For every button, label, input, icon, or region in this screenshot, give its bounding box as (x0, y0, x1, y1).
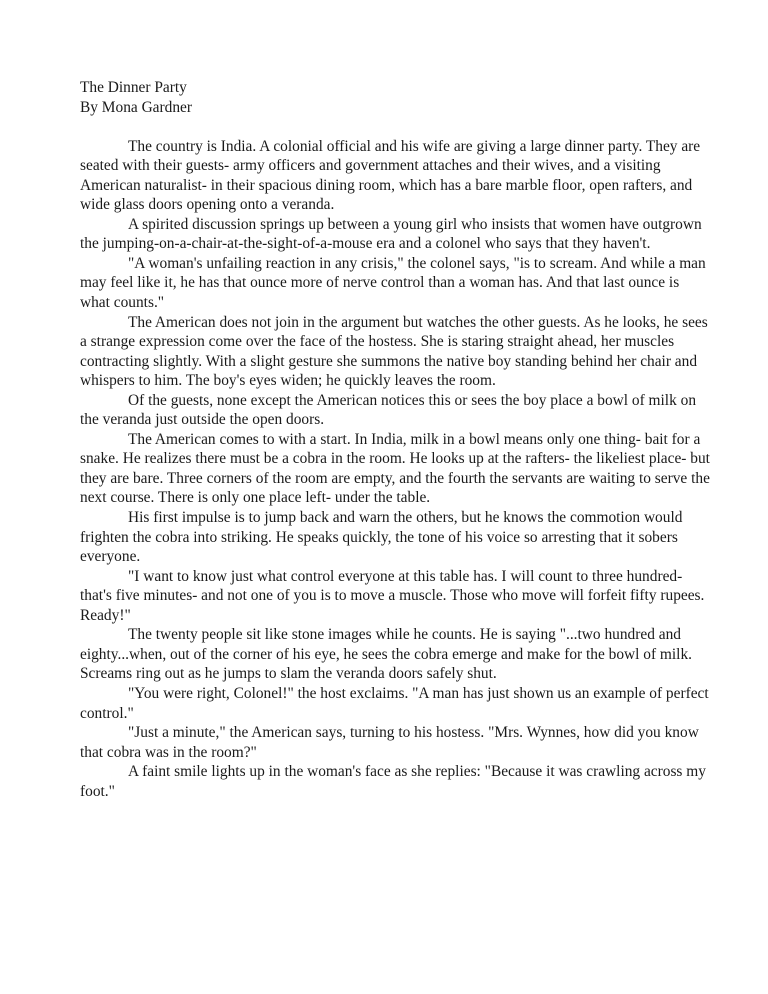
document-author: By Mona Gardner (80, 98, 192, 116)
paragraph: A faint smile lights up in the woman's face as she replies: "Because it was crawling across my foot." (80, 763, 706, 800)
document-title: The Dinner Party (80, 79, 187, 96)
paragraph: The American comes to with a start. In India, milk in a bowl means only one thing- bait for a snake. He realizes there must be a cobra in the room. He looks up at the rafters- the likeliest place- but they are bare. Three corners of the room are empty, and the fourth the servants are waiting to serve the next course. There is only one place left- under the table. (80, 430, 710, 507)
paragraph: A spirited discussion springs up between a young girl who insists that women have outgrown the jumping-on-a-chair-at-the-sight-of-a-mouse era and a colonel who says that they haven't. (80, 215, 702, 253)
paragraph: "A woman's unfailing reaction in any crisis," the colonel says, "is to scream. And while a man may feel like it, he has that ounce more of nerve control than a woman has. And that last ounce is what counts." (80, 254, 706, 312)
paragraph: The American does not join in the argument but watches the other guests. As he looks, he sees a strange expression come over the face of the hostess. She is staring straight ahead, her muscles contracting slightly. With a slight gesture she summons the native boy standing behind her chair and whispers to him. The boy's eyes widen; he quickly leaves the room. (80, 313, 708, 390)
paragraph: Of the guests, none except the American notices this or sees the boy place a bowl of milk on the veranda just outside the open doors. (80, 391, 697, 429)
paragraph: The country is India. A colonial official and his wife are giving a large dinner party. They are seated with their guests- army officers and government attaches and their wives, and a visiting American naturalist- in their spacious dining room, which has a bare marble floor, open rafters, and wide glass doors opening onto a veranda. (80, 137, 701, 214)
paragraph: The twenty people sit like stone images while he counts. He is saying "...two hundred and eighty...when, out of the corner of his eye, he sees the cobra emerge and make for the bowl of milk. Screams ring out as he jumps to slam the veranda doors safely shut. (80, 626, 693, 683)
paragraph: His first impulse is to jump back and warn the others, but he knows the commotion would frighten the cobra into striking. He speaks quickly, the tone of his voice so arresting that it sobers everyone. (80, 509, 683, 566)
paragraph: "Just a minute," the American says, turning to his hostess. "Mrs. Wynnes, how did you know that cobra was in the room?" (80, 724, 699, 761)
paragraph: "You were right, Colonel!" the host exclaims. "A man has just shown us an example of perfect control." (80, 684, 709, 722)
document-page (80, 78, 710, 801)
paragraph: "I want to know just what control everyone at this table has. I will count to three hundred- that's five minutes- and not one of you is to move a muscle. Those who move will forfeit fifty rupees. Ready!" (80, 567, 705, 624)
document-body (80, 137, 710, 802)
